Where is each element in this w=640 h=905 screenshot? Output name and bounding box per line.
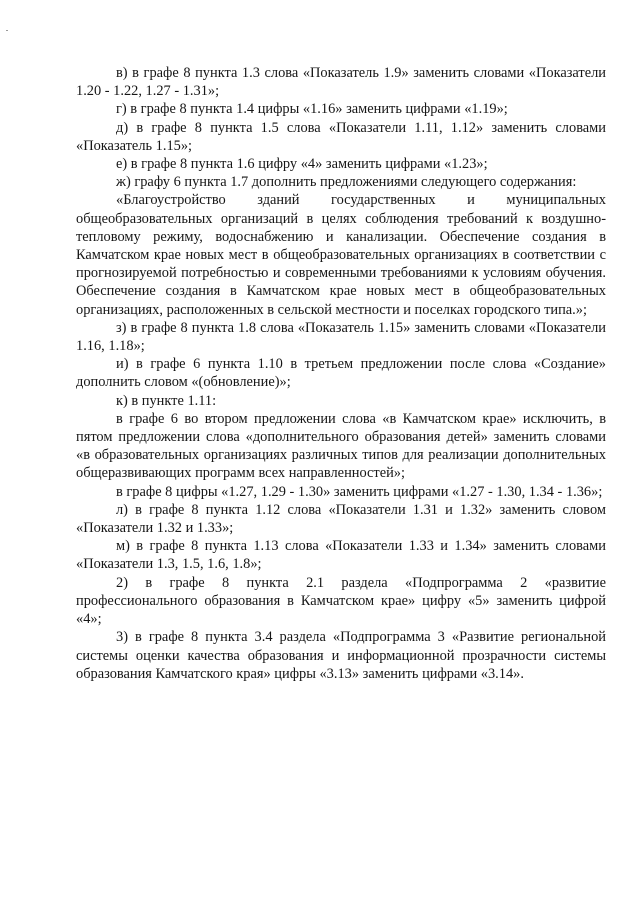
paragraph-quote: «Благоустройство зданий государственных и муниципальных общеобразовательных организаций в целях соблюдения требований к воздушно-тепловому режиму, водоснабжению и канализации. Обеспечение создания в Камчатском крае новых мест в общеобразовательных организациях в соответствии с прогнозируемой потребностью и современными требованиями к условиям обучения. Обеспечение создания в Камчатском крае новых мест в общеобразовательных организациях, расположенных в сельской местности и поселках городского типа.»; xyxy=(76,192,606,318)
paragraph-m: м) в графе 8 пункта 1.13 слова «Показатели 1.33 и 1.34» заменить словами «Показатели 1.3, 1.5, 1.6, 1.8»; xyxy=(76,538,606,573)
paragraph-v: в) в графе 8 пункта 1.3 слова «Показатель 1.9» заменить словами «Показатели 1.20 - 1.22, 1.27 - 1.31»; xyxy=(76,65,606,100)
paragraph-3: 3) в графе 8 пункта 3.4 раздела «Подпрограмма 3 «Развитие региональной системы оценки качества образования и информационной прозрачности системы образования Камчатского края» цифры «3.13» заменить цифрами «3.14». xyxy=(76,629,606,682)
paragraph-l: л) в графе 8 пункта 1.12 слова «Показатели 1.31 и 1.32» заменить словом «Показатели 1.32 и 1.33»; xyxy=(76,501,606,537)
document-body xyxy=(76,64,606,683)
paragraph-2: 2) в графе 8 пункта 2.1 раздела «Подпрограмма 2 «развитие профессионального образования в Камчатском крае» цифру «5» заменить цифрой «4»; xyxy=(76,574,606,628)
paragraph-i: и) в графе 6 пункта 1.10 в третьем предложении после слова «Создание» дополнить словом «(обновление)»; xyxy=(76,356,606,391)
paragraph-k-graph6: в графе 6 во втором предложении слова «в Камчатском крае» исключить, в пятом предложении слова «дополнительного образования детей» заменить словами «в образовательных организациях различных типов для реализации дополнительных общеразвивающих программ всех направленностей»; xyxy=(76,410,606,482)
paragraph-e: е) в графе 8 пункта 1.6 цифру «4» заменить цифрами «1.23»; xyxy=(116,156,488,173)
scan-mark xyxy=(6,30,8,31)
paragraph-zh: ж) графу 6 пункта 1.7 дополнить предложениями следующего содержания: xyxy=(116,174,577,191)
paragraph-d: д) в графе 8 пункта 1.5 слова «Показатели 1.11, 1.12» заменить словами «Показатель 1.15»; xyxy=(76,119,606,154)
paragraph-z: з) в графе 8 пункта 1.8 слова «Показатель 1.15» заменить словами «Показатели 1.16, 1.18»; xyxy=(76,319,606,355)
paragraph-k-graph8: в графе 8 цифры «1.27, 1.29 - 1.30» заменить цифрами «1.27 - 1.30, 1.34 - 1.36»; xyxy=(116,483,603,500)
paragraph-k: к) в пункте 1.11: xyxy=(116,392,217,409)
paragraph-g: г) в графе 8 пункта 1.4 цифры «1.16» заменить цифрами «1.19»; xyxy=(116,101,508,118)
